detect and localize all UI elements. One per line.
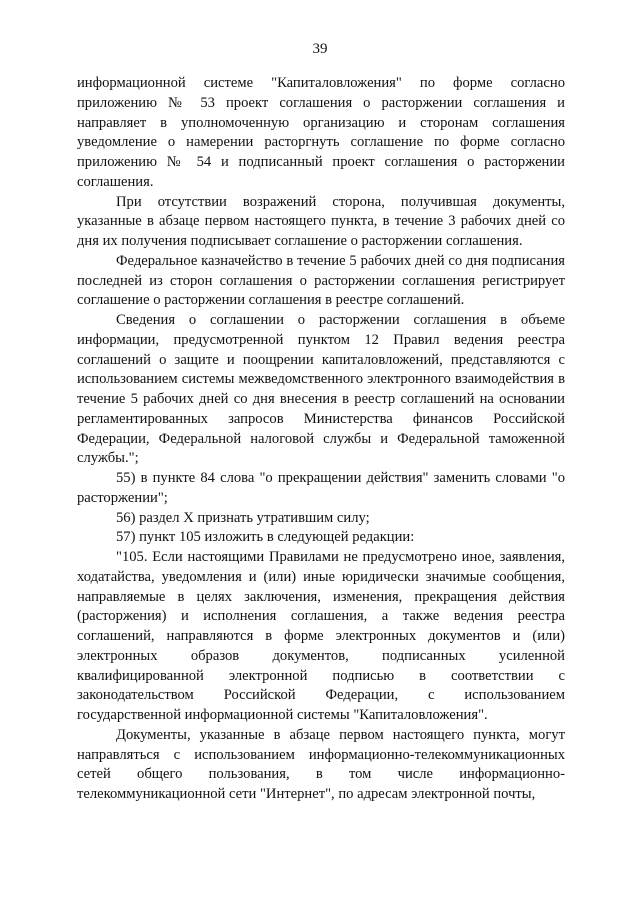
paragraph-documents-transmission: Документы, указанные в абзаце первом настоящего пункта, могут направляться с использованием информационно-телекоммуникационных сетей общего пользования, в том числе информационно-телекоммуникационной сети "Интернет", по адресам электронной почты, (77, 726, 565, 802)
paragraph-no-objections: При отсутствии возражений сторона, получившая документы, указанные в абзаце первом настоящего пункта, в течение 3 рабочих дней со дня их получения подписывает соглашение о расторжении соглашения. (77, 193, 565, 249)
paragraph-continuation: информационной системе "Капиталовложения" по форме согласно приложению № 53 проект соглашения о расторжении соглашения и направляет в уполномоченную организацию и сторонам соглашения уведомление о намерении расторгнуть соглашение по форме согласно приложению № 54 и подписанный проект соглашения о расторжении соглашения. (77, 75, 565, 190)
list-item-56: 56) раздел X признать утратившим силу; (116, 509, 370, 526)
list-item-55: 55) в пункте 84 слова "о прекращении действия" заменить словами "о расторжении"; (77, 470, 565, 506)
document-body (77, 74, 565, 805)
paragraph-registry-information: Сведения о соглашении о расторжении соглашения в объеме информации, предусмотренной пунктом 12 Правил ведения реестра соглашений о защите и поощрении капиталовложений, представляются с использованием системы межведомственного электронного взаимодействия в течение 5 рабочих дней со дня внесения в реестр соглашений на основании регламентированных запросов Министерства финансов Российской Федерации, Федеральной налоговой службы и Федеральной таможенной службы."; (77, 312, 565, 467)
page-number: 39 (312, 41, 328, 57)
clause-105: "105. Если настоящими Правилами не предусмотрено иное, заявления, ходатайства, уведомления и (или) иные юридически значимые сообщения, направляемые в целях заключения, изменения, прекращения действия (расторжения) и исполнения соглашения, а также ведения реестра соглашений, направляются в форме электронных документов и (или) электронных образов документов, подписанных усиленной квалифицированной электронной подписью в соответствии с законодательством Российской Федерации, с использованием государственной информационной системы "Капиталовложения". (77, 549, 565, 723)
paragraph-treasury-registration: Федеральное казначейство в течение 5 рабочих дней со дня подписания последней из сторон соглашения о расторжении соглашения регистрирует соглашение о расторжении соглашения в реестре соглашений. (77, 252, 565, 309)
list-item-57: 57) пункт 105 изложить в следующей редакции: (116, 529, 415, 546)
